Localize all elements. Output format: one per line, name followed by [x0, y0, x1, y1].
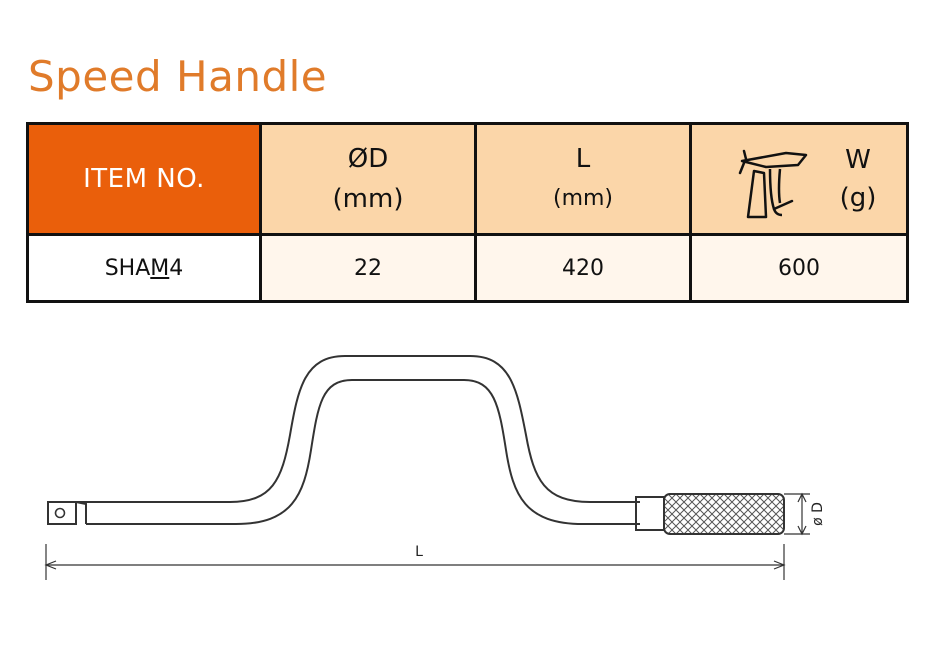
item-suffix: 4: [169, 255, 184, 281]
scale-icon: [736, 145, 816, 221]
speed-handle-drawing: [0, 330, 932, 648]
item-no-header: ITEM NO.: [28, 124, 261, 235]
weight-cell: 600: [691, 235, 908, 302]
diameter-symbol: ØD: [347, 144, 389, 174]
spec-table: [26, 122, 909, 303]
weight-symbol: W: [845, 145, 871, 175]
item-underlined: M: [150, 255, 170, 281]
weight-header: [691, 124, 908, 235]
length-dimension-label: L: [415, 544, 423, 560]
diameter-dimension: [784, 494, 810, 534]
knurled-grip: [636, 494, 784, 534]
table-header-row: [28, 124, 908, 235]
diameter-header: [261, 124, 476, 235]
item-number-cell: [28, 235, 261, 302]
table-row: [28, 235, 908, 302]
drive-hole-icon: [56, 509, 65, 518]
weight-unit: (g): [839, 183, 877, 213]
length-cell: 420: [476, 235, 691, 302]
length-symbol: L: [575, 144, 591, 174]
diameter-cell: 22: [261, 235, 476, 302]
handle-outline: [48, 356, 640, 524]
diameter-unit: (mm): [332, 184, 404, 214]
page-title: Speed Handle: [28, 52, 328, 101]
length-header: [476, 124, 691, 235]
diameter-dimension-label: ø D: [810, 502, 826, 526]
item-prefix: SHA: [104, 255, 151, 281]
length-unit: (mm): [552, 186, 614, 211]
